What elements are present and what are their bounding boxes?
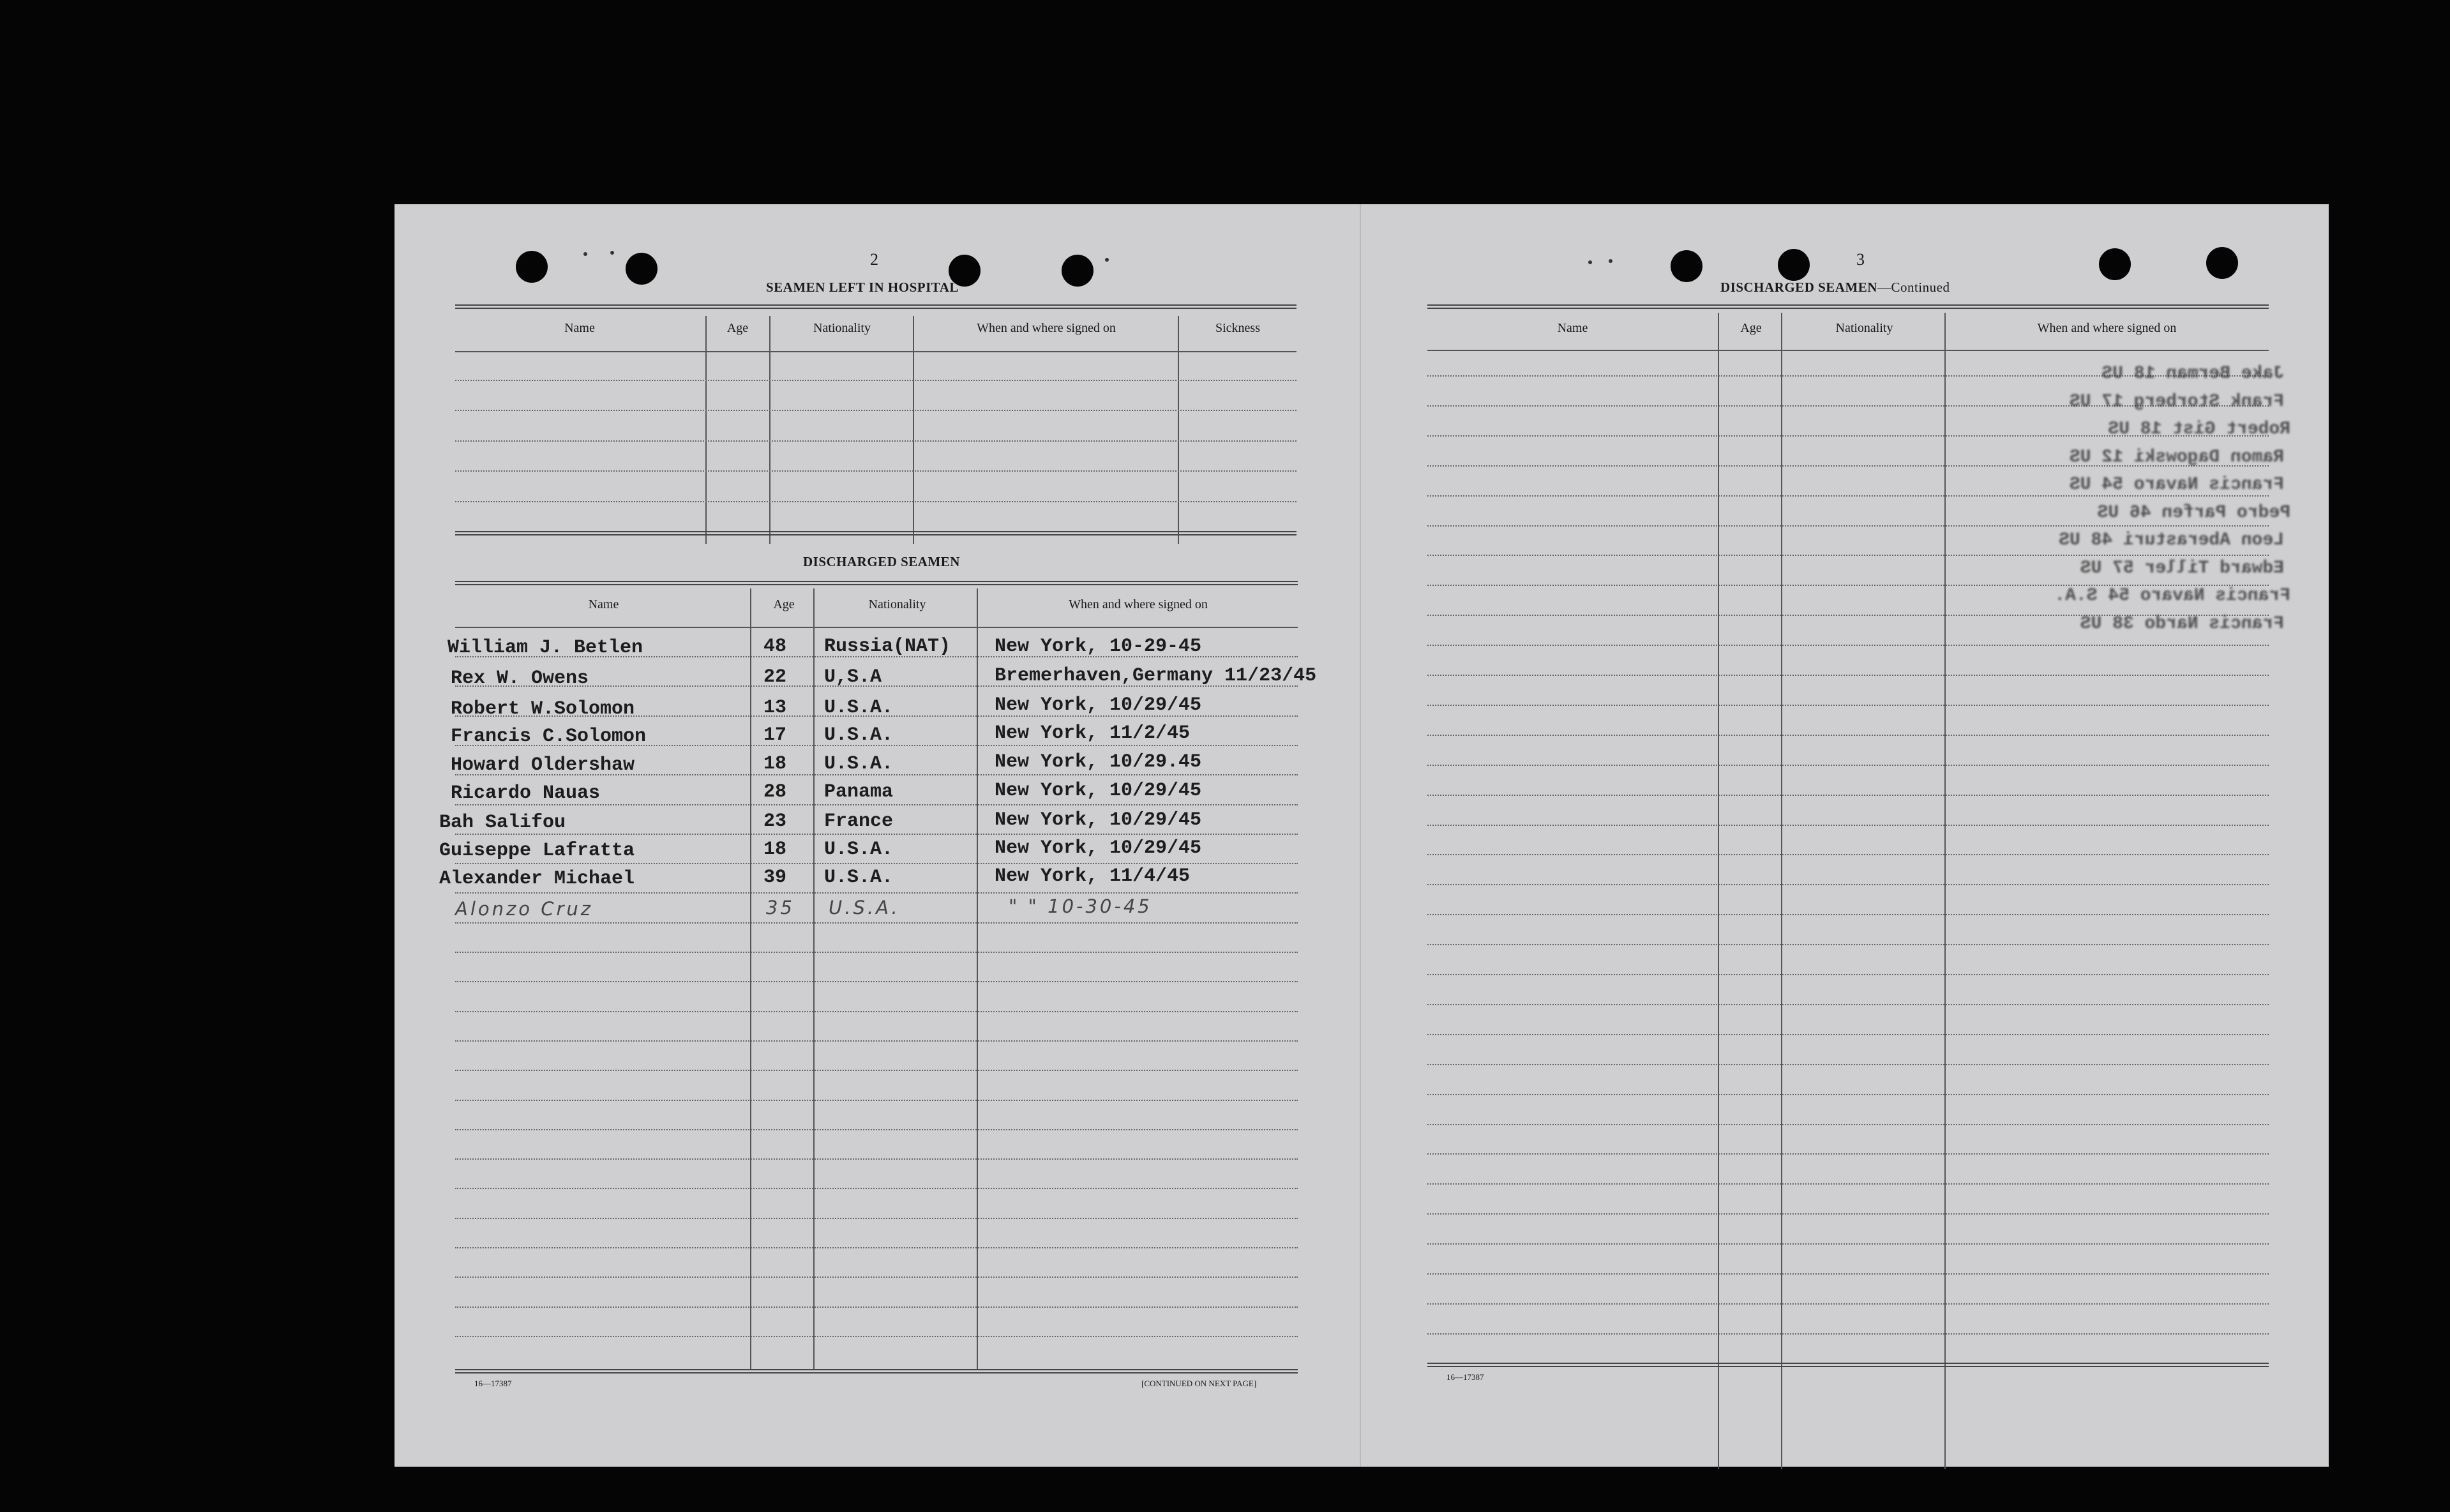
col-header-nationality: Nationality [868, 597, 926, 611]
seaman-nationality: U.S.A. [824, 697, 894, 719]
seaman-age: 22 [763, 666, 787, 688]
bleed-through-line: Edward Tiller 57 US [2080, 558, 2284, 578]
row-line [1427, 1124, 2269, 1125]
row-line [1427, 765, 2269, 766]
row-line [455, 981, 1298, 982]
row-line [1427, 1243, 2269, 1245]
header-rule [455, 351, 1296, 352]
row-line [455, 834, 1298, 835]
row-line [1427, 735, 2269, 736]
row-line [1427, 795, 2269, 796]
seaman-nationality: Panama [824, 781, 894, 803]
ink-dot [1105, 258, 1109, 262]
bleed-through-line: Ramon Dagowski 12 US [2069, 447, 2284, 467]
col-header-name: Name [588, 597, 619, 611]
bleed-through-line: Pedro Parfen 46 US [2097, 502, 2290, 523]
col-header-sickness: Sickness [1215, 321, 1260, 335]
seaman-name: William J. Betlen [447, 637, 643, 659]
column-rule [1718, 313, 1719, 1469]
seaman-age: 48 [763, 636, 787, 657]
punch-hole [1062, 255, 1093, 287]
col-header-age: Age [726, 321, 749, 335]
double-rule [455, 531, 1296, 535]
row-line [455, 892, 1298, 894]
row-line [455, 1100, 1298, 1101]
row-line [455, 922, 1298, 924]
row-line [1427, 1273, 2269, 1275]
punch-hole [2099, 248, 2131, 280]
row-line [455, 1040, 1298, 1042]
col-header-signed-on: When and where signed on [977, 321, 1116, 335]
row-line [1427, 1004, 2269, 1005]
seaman-signed-on: Bremerhaven,Germany 11/23/45 [995, 665, 1317, 687]
punch-hole [516, 251, 548, 283]
seaman-name: Robert W.Solomon [451, 698, 635, 720]
seaman-age: 39 [763, 867, 787, 888]
seaman-name: Bah Salifou [439, 812, 566, 834]
col-header-signed-on: When and where signed on [2037, 321, 2177, 335]
header-rule [1427, 350, 2269, 351]
hospital-section-title: SEAMEN LEFT IN HOSPITAL [766, 280, 959, 295]
col-header-name: Name [1557, 321, 1588, 335]
bleed-through-line: Leon Aberasturi 48 US [2059, 530, 2284, 550]
row-line [1427, 495, 2269, 497]
seaman-name: Ricardo Nauas [451, 782, 601, 804]
handwritten-name: Alonzo Cruz [455, 898, 593, 920]
row-line [455, 1070, 1298, 1071]
seaman-signed-on: New York, 10/29.45 [995, 751, 1202, 773]
row-line [455, 380, 1296, 381]
row-line [455, 501, 1296, 502]
col-header-nationality: Nationality [813, 321, 871, 335]
bleed-through-line: Francis Navaro 54 US [2069, 475, 2284, 495]
column-rule [750, 588, 751, 1370]
title-text: DISCHARGED SEAMEN [1720, 280, 1877, 295]
seaman-age: 13 [763, 697, 787, 719]
seaman-name: Alexander Michael [439, 868, 635, 890]
row-line [1427, 1303, 2269, 1305]
page-fold [1360, 204, 1361, 1467]
row-line [1427, 884, 2269, 885]
row-line [455, 1276, 1298, 1278]
row-line [455, 410, 1296, 411]
row-line [455, 1306, 1298, 1308]
row-line [1427, 555, 2269, 556]
seaman-age: 18 [763, 839, 787, 860]
ink-dot [1609, 259, 1612, 263]
column-rule [1178, 316, 1179, 544]
header-rule [455, 627, 1298, 628]
ink-dot [1588, 260, 1592, 264]
row-line [1427, 645, 2269, 646]
seaman-signed-on: New York, 10-29-45 [995, 636, 1202, 657]
double-rule [455, 581, 1298, 585]
ledger-sheet [395, 204, 2329, 1467]
ink-dot [583, 252, 587, 256]
row-line [1427, 525, 2269, 527]
column-rule [913, 316, 914, 544]
seaman-signed-on: New York, 10/29/45 [995, 837, 1202, 859]
double-rule [455, 1369, 1298, 1374]
double-rule [455, 304, 1296, 309]
seaman-age: 28 [763, 781, 787, 803]
column-rule [769, 316, 770, 544]
seaman-name: Francis C.Solomon [451, 726, 647, 747]
row-line [455, 440, 1296, 442]
row-line [1427, 1034, 2269, 1035]
seaman-nationality: U.S.A. [824, 724, 894, 746]
row-line [1427, 1213, 2269, 1215]
seaman-nationality: France [824, 811, 894, 832]
seaman-name: Rex W. Owens [451, 668, 589, 689]
punch-hole [1778, 249, 1810, 281]
row-line [455, 470, 1296, 472]
row-line [455, 1011, 1298, 1012]
bleed-through-line: Robert Gist 18 US [2108, 419, 2290, 439]
row-line [455, 1336, 1298, 1337]
row-line [1427, 675, 2269, 676]
seaman-signed-on: New York, 10/29/45 [995, 809, 1202, 831]
row-line [1427, 1094, 2269, 1095]
handwritten-signed-on: " " 10-30-45 [1009, 895, 1152, 917]
row-line [455, 1129, 1298, 1130]
row-line [1427, 1064, 2269, 1065]
row-line [455, 863, 1298, 864]
seaman-signed-on: New York, 10/29/45 [995, 780, 1202, 802]
seaman-signed-on: New York, 11/2/45 [995, 722, 1191, 744]
col-header-age: Age [773, 597, 795, 611]
row-line [1427, 1333, 2269, 1335]
row-line [1427, 1183, 2269, 1185]
col-header-nationality: Nationality [1835, 321, 1893, 335]
form-number: 16—17387 [1447, 1372, 1484, 1382]
row-line [1427, 914, 2269, 915]
ink-dot [610, 251, 614, 255]
column-rule [977, 588, 978, 1370]
bleed-through-line: Frank Storberg 17 US [2069, 391, 2284, 412]
discharged-section-title: DISCHARGED SEAMEN [803, 554, 960, 569]
seaman-age: 23 [763, 811, 787, 832]
form-number: 16—17387 [474, 1379, 512, 1388]
seaman-signed-on: New York, 10/29/45 [995, 694, 1202, 716]
seaman-nationality: U.S.A. [824, 839, 894, 860]
continued-note: [CONTINUED ON NEXT PAGE] [1141, 1379, 1257, 1388]
col-header-age: Age [1740, 321, 1762, 335]
bleed-through-line: Francis Nardo 38 US [2080, 613, 2284, 634]
punch-hole [2206, 247, 2238, 279]
row-line [1427, 944, 2269, 945]
column-rule [1944, 313, 1946, 1469]
row-line [455, 952, 1298, 953]
row-line [1427, 974, 2269, 975]
handwritten-age: 35 [766, 897, 795, 918]
seaman-nationality: Russia(NAT) [824, 636, 951, 657]
handwritten-nationality: U.S.A. [829, 897, 900, 918]
punch-hole [1671, 250, 1702, 282]
row-line [455, 1247, 1298, 1248]
row-line [1427, 825, 2269, 826]
seaman-nationality: U.S.A. [824, 867, 894, 888]
page-number: 3 [1856, 250, 1865, 269]
seaman-age: 17 [763, 724, 787, 746]
seaman-signed-on: New York, 11/4/45 [995, 865, 1191, 887]
punch-hole [626, 253, 658, 285]
col-header-name: Name [564, 321, 595, 335]
column-rule [1781, 313, 1782, 1469]
page-number: 2 [870, 250, 878, 269]
row-line [1427, 705, 2269, 706]
double-rule [1427, 1363, 2269, 1367]
seaman-nationality: U,S.A [824, 666, 882, 688]
seaman-nationality: U.S.A. [824, 753, 894, 775]
double-rule [1427, 304, 2269, 309]
discharged-continued-title [1720, 280, 1950, 296]
bleed-through-line: Jake Berman 18 US [2101, 364, 2284, 384]
seaman-name: Howard Oldershaw [451, 754, 635, 776]
row-line [455, 1188, 1298, 1189]
seaman-age: 18 [763, 753, 787, 775]
col-header-signed-on: When and where signed on [1069, 597, 1208, 611]
column-rule [705, 316, 707, 544]
row-line [1427, 1153, 2269, 1155]
row-line [455, 1158, 1298, 1160]
column-rule [813, 588, 815, 1370]
row-line [1427, 854, 2269, 855]
title-suffix: —Continued [1877, 280, 1950, 295]
row-line [455, 1218, 1298, 1219]
seaman-name: Guiseppe Lafratta [439, 840, 635, 862]
bleed-through-line: Francis Navaro 54 S.A. [2054, 586, 2290, 606]
